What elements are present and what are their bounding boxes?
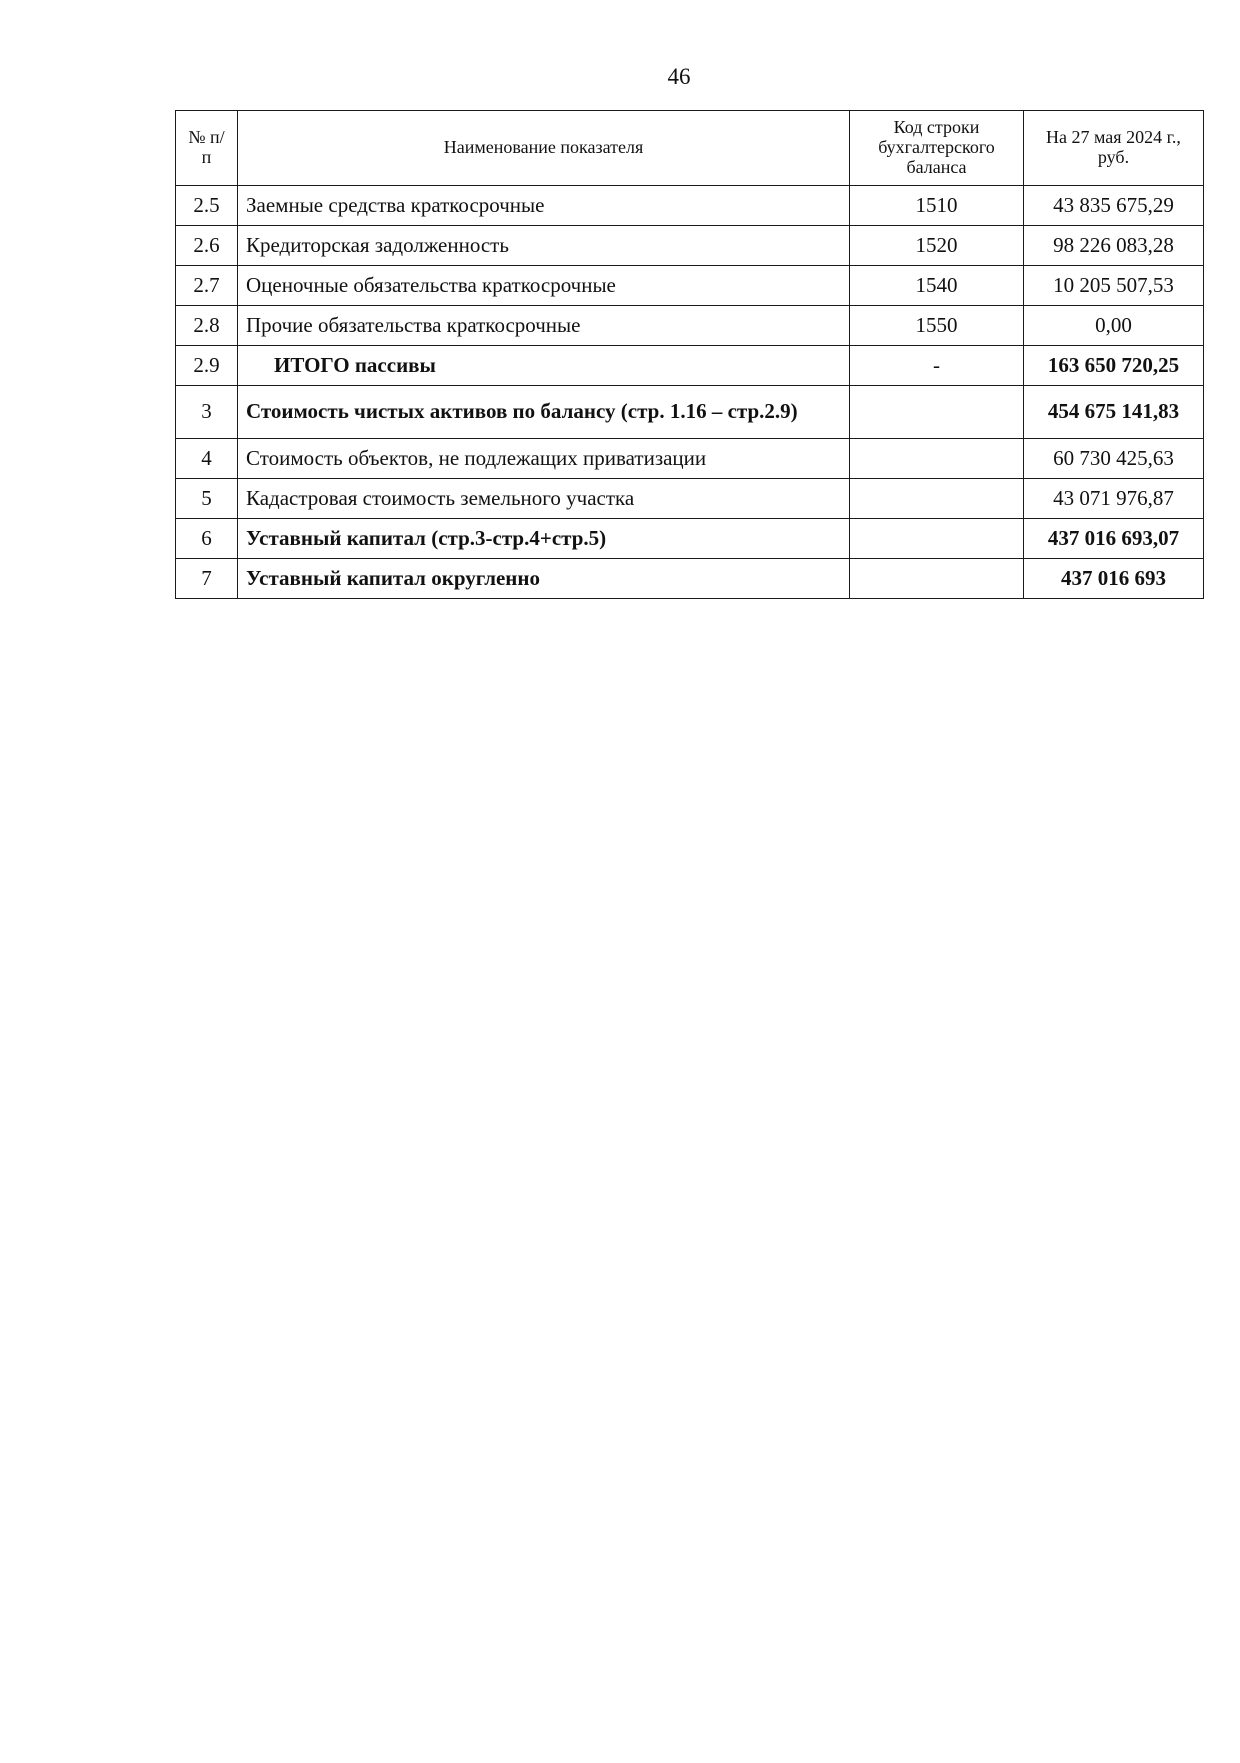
row-name: Кредиторская задолженность	[238, 226, 850, 266]
row-code	[850, 439, 1024, 479]
table-row-charter-capital-rounded	[176, 559, 1204, 599]
row-value: 163 650 720,25	[1024, 346, 1204, 386]
row-value: 43 835 675,29	[1024, 186, 1204, 226]
row-value: 437 016 693	[1024, 559, 1204, 599]
row-value: 98 226 083,28	[1024, 226, 1204, 266]
table-row	[176, 186, 1204, 226]
row-num: 2.8	[176, 306, 238, 346]
row-name: Стоимость чистых активов по балансу (стр. 1.16 – стр.2.9)	[238, 386, 850, 439]
row-code: -	[850, 346, 1024, 386]
page-number: 46	[667, 64, 691, 89]
row-value: 10 205 507,53	[1024, 266, 1204, 306]
row-num: 2.7	[176, 266, 238, 306]
row-code	[850, 386, 1024, 439]
table-row-total-liabilities	[176, 346, 1204, 386]
table-row	[176, 479, 1204, 519]
row-name: ИТОГО пассивы	[238, 346, 850, 386]
header-code: Код строки бухгалтерского баланса	[850, 111, 1024, 186]
table-row	[176, 306, 1204, 346]
row-name: Уставный капитал (стр.3-стр.4+стр.5)	[238, 519, 850, 559]
row-value: 454 675 141,83	[1024, 386, 1204, 439]
row-code: 1510	[850, 186, 1024, 226]
row-num: 2.6	[176, 226, 238, 266]
row-name: Кадастровая стоимость земельного участка	[238, 479, 850, 519]
row-code	[850, 519, 1024, 559]
row-name: Заемные средства краткосрочные	[238, 186, 850, 226]
row-code	[850, 559, 1024, 599]
row-num: 7	[176, 559, 238, 599]
row-num: 2.5	[176, 186, 238, 226]
table-row	[176, 439, 1204, 479]
header-num: № п/п	[176, 111, 238, 186]
row-value: 43 071 976,87	[1024, 479, 1204, 519]
row-name: Уставный капитал округленно	[238, 559, 850, 599]
row-code: 1540	[850, 266, 1024, 306]
row-num: 5	[176, 479, 238, 519]
row-num: 3	[176, 386, 238, 439]
row-num: 4	[176, 439, 238, 479]
header-row	[176, 111, 1204, 186]
row-code: 1520	[850, 226, 1024, 266]
header-value: На 27 мая 2024 г., руб.	[1024, 111, 1204, 186]
row-name: Стоимость объектов, не подлежащих приватизации	[238, 439, 850, 479]
balance-table	[175, 110, 1204, 599]
row-num: 6	[176, 519, 238, 559]
table-row	[176, 226, 1204, 266]
row-name: Прочие обязательства краткосрочные	[238, 306, 850, 346]
row-value: 437 016 693,07	[1024, 519, 1204, 559]
row-value: 0,00	[1024, 306, 1204, 346]
header-name: Наименование показателя	[238, 111, 850, 186]
row-name: Оценочные обязательства краткосрочные	[238, 266, 850, 306]
row-num: 2.9	[176, 346, 238, 386]
row-code: 1550	[850, 306, 1024, 346]
row-code	[850, 479, 1024, 519]
row-value: 60 730 425,63	[1024, 439, 1204, 479]
table-row	[176, 266, 1204, 306]
table-row-net-assets	[176, 386, 1204, 439]
table-row-charter-capital	[176, 519, 1204, 559]
